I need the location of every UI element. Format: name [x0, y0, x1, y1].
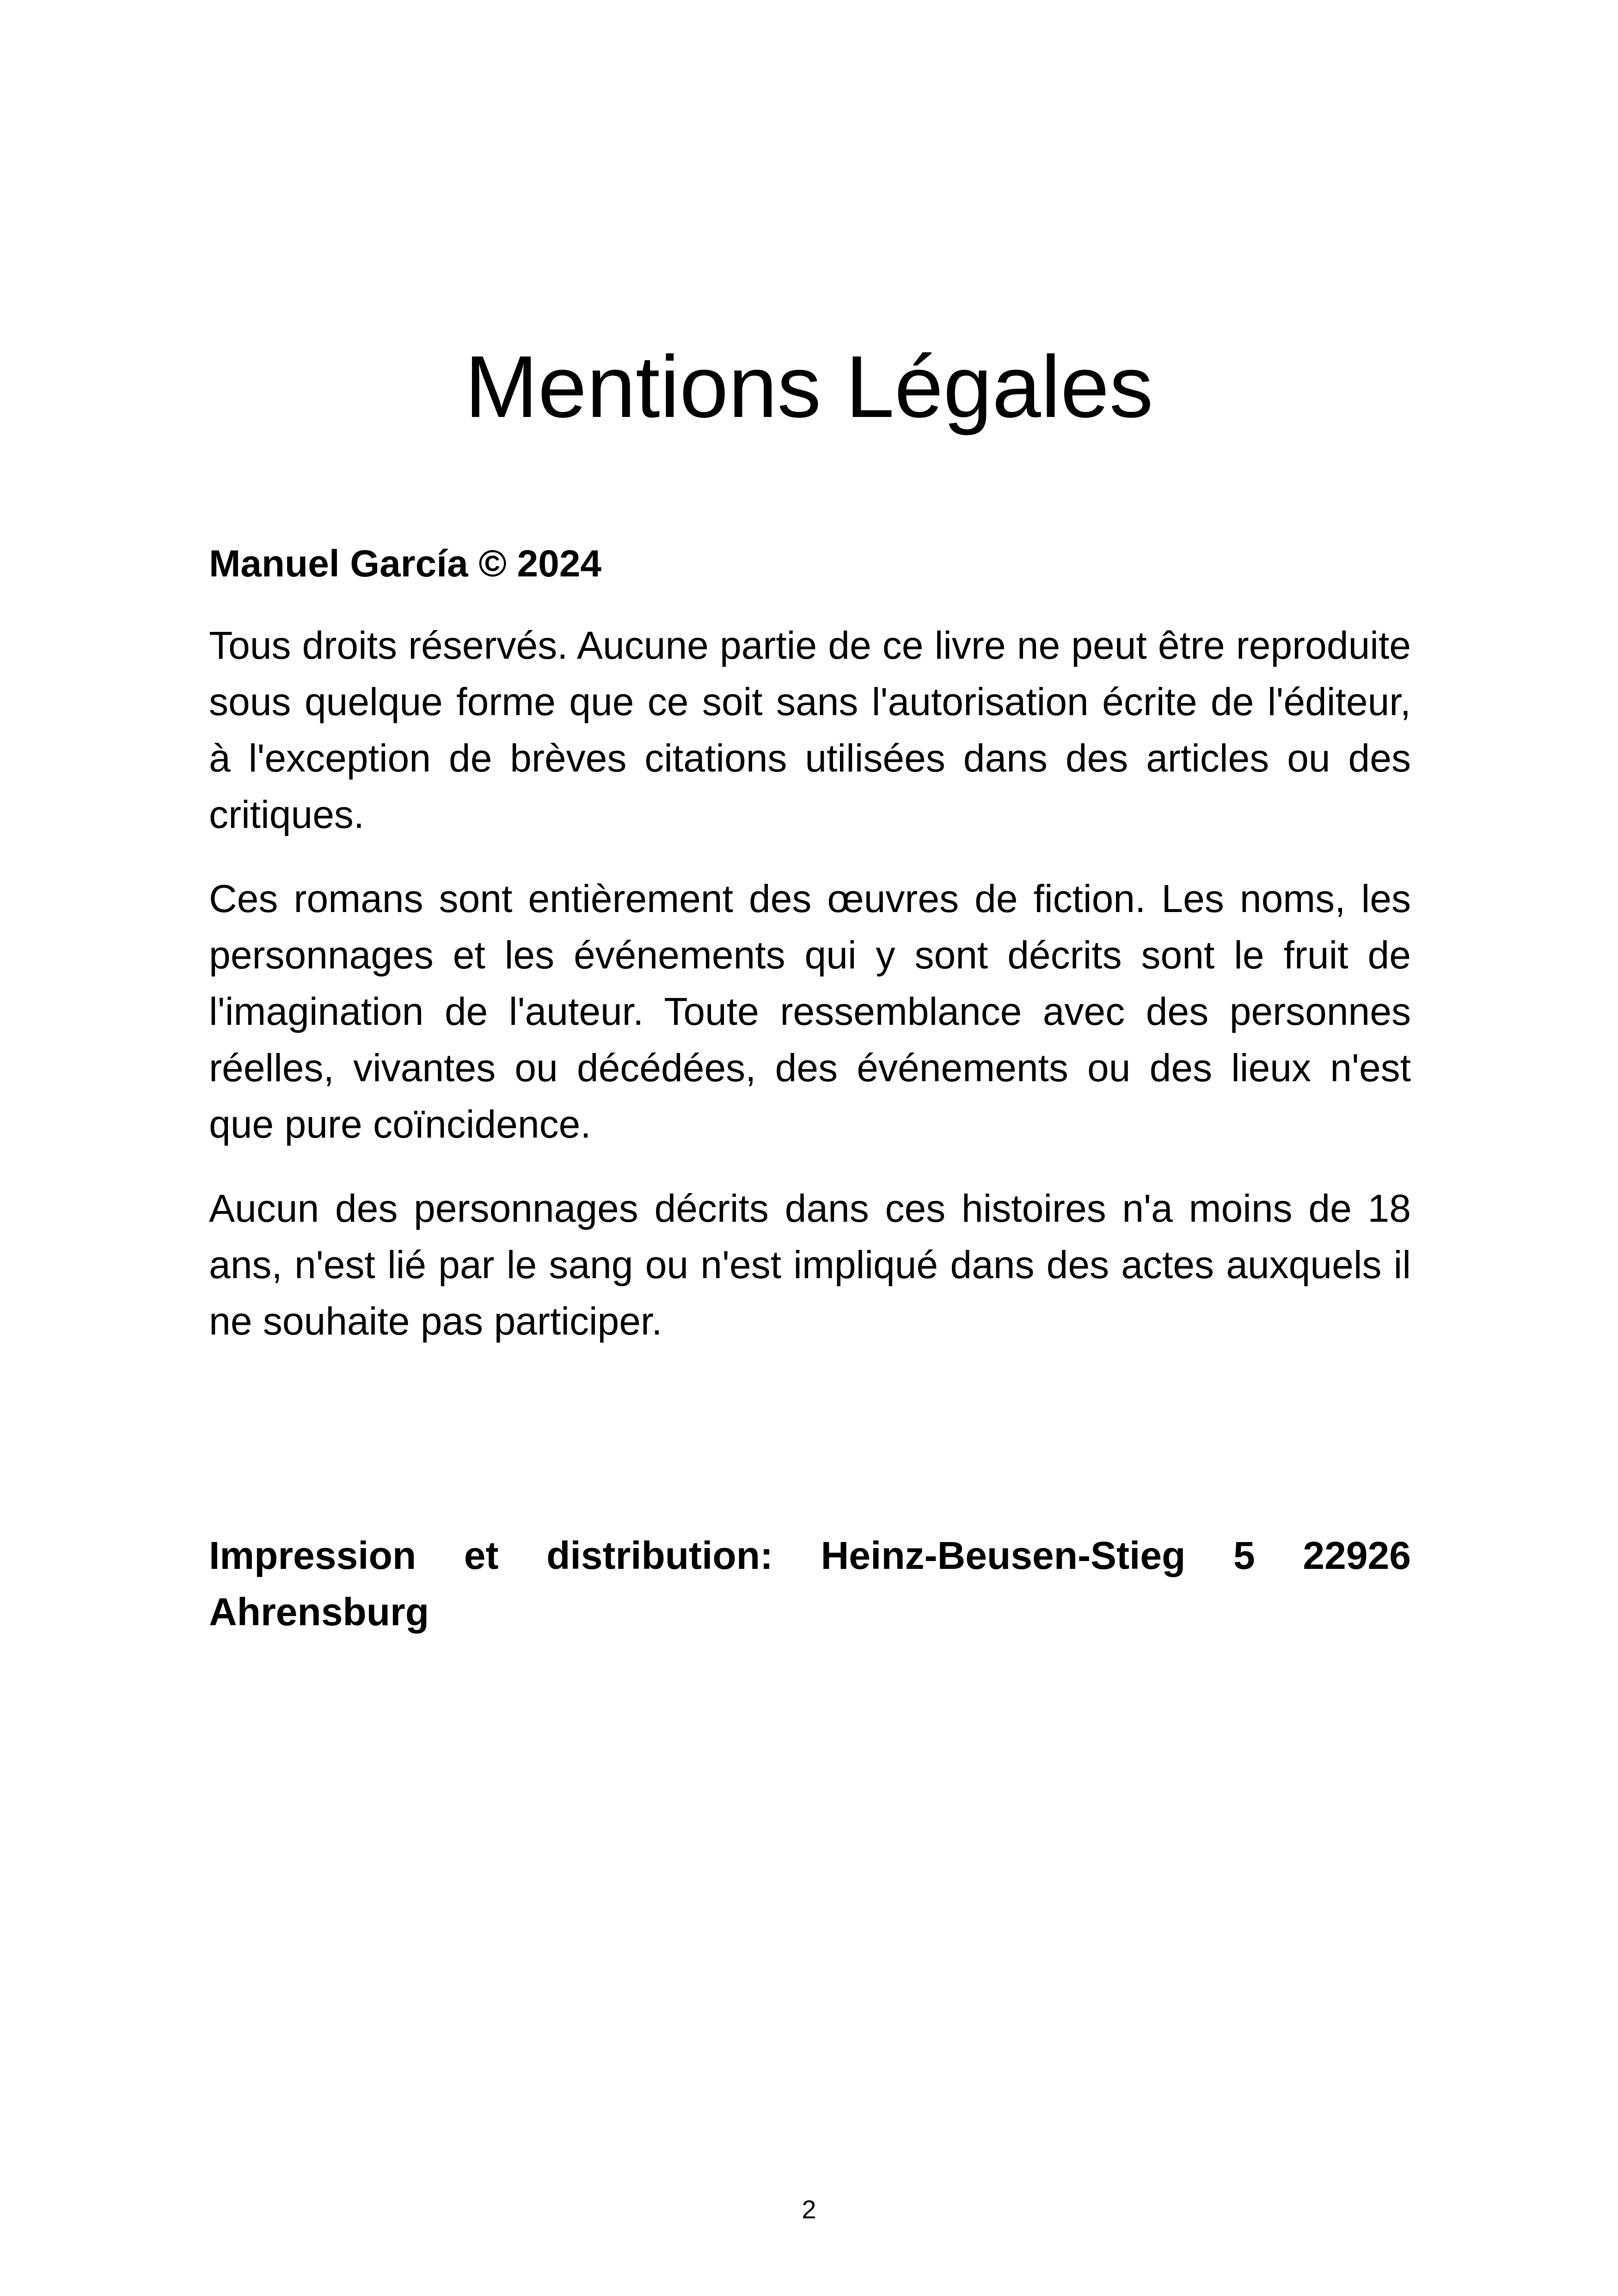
rights-reserved-paragraph: Tous droits réservés. Aucune partie de ce livre ne peut être reproduite sous quelque forme que ce soit sans l'autorisation écrite de l'éditeur, à l'exception de brèves citations utilisées dans des articles ou des critiques. [209, 624, 1411, 836]
copyright-line: Manuel García © 2024 [209, 543, 601, 585]
fiction-disclaimer-paragraph: Ces romans sont entièrement des œuvres de fiction. Les noms, les personnages et les événements qui y sont décrits sont le fruit de l'imagination de l'auteur. Toute ressemblance avec des personnes réelles, vivantes ou décédées, des événements ou des lieux n'est que pure coïncidence. [209, 877, 1411, 1146]
legal-notice-body [209, 536, 1411, 1377]
page-number: 2 [802, 2195, 816, 2224]
page-title: Mentions Légales [465, 338, 1153, 436]
characters-disclaimer-paragraph: Aucun des personnages décrits dans ces histoires n'a moins de 18 ans, n'est lié par le sang ou n'est impliqué dans des actes auxquels il ne souhaite pas participer. [209, 1187, 1411, 1343]
imprint-address: Impression et distribution: Heinz-Beusen-Stieg 5 22926 Ahrensburg [209, 1534, 1411, 1634]
